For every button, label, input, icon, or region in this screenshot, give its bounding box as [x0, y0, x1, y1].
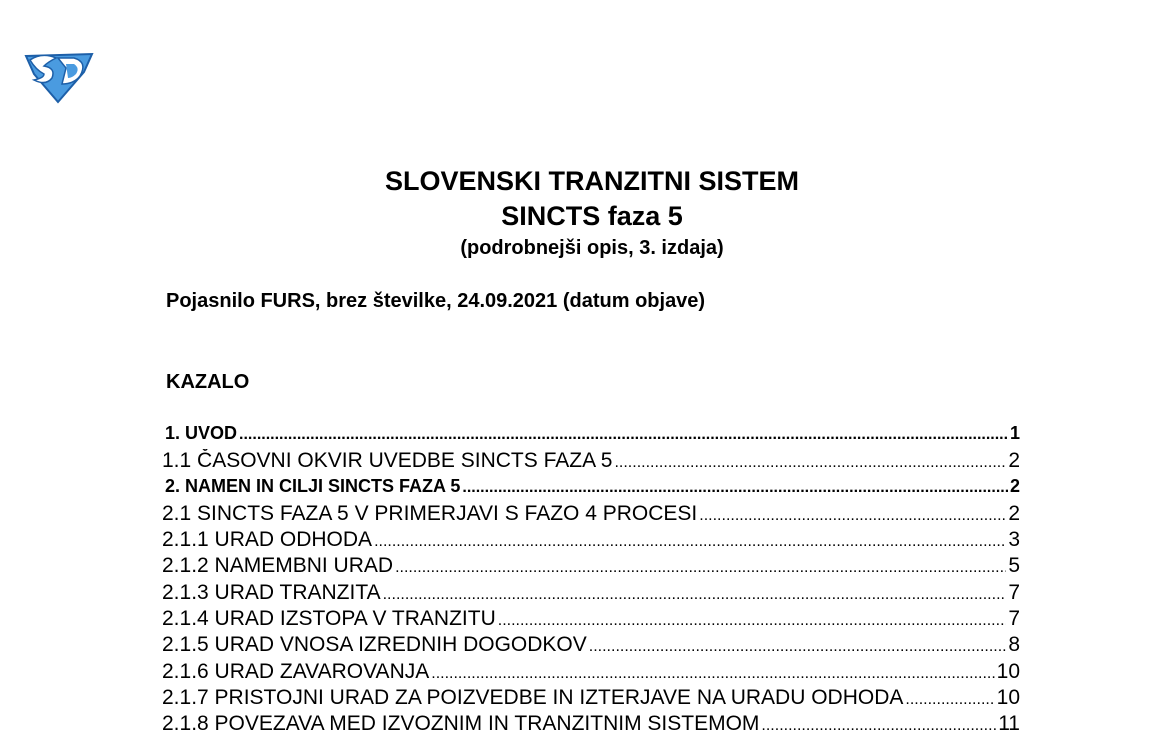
toc-entry-page: 7 — [1008, 580, 1020, 604]
explanation-line: Pojasnilo FURS, brez številke, 24.09.2021 (datum objave) — [166, 290, 706, 312]
toc-entry-page: 1 — [1009, 423, 1020, 443]
toc-entry-page: 2 — [1008, 449, 1020, 473]
toc-dot-leader — [498, 612, 1007, 630]
toc-dot-leader — [462, 479, 1008, 497]
toc-entry-label: 1.1 ČASOVNI OKVIR UVEDBE SINCTS FAZA 5 — [162, 449, 613, 473]
toc-entry-page: 7 — [1008, 607, 1020, 631]
toc-entry-label: 1. UVOD — [165, 423, 238, 443]
toc-heading: KAZALO — [166, 371, 250, 393]
sd-shield-logo-icon — [22, 48, 96, 104]
toc-entry[interactable] — [162, 633, 1020, 659]
toc-entry-label: 2.1.5 URAD VNOSA IZREDNIH DOGODKOV — [162, 633, 587, 657]
toc-entry-page: 5 — [1008, 554, 1020, 578]
toc-dot-leader — [383, 586, 1007, 604]
toc-entry-label: 2.1 SINCTS FAZA 5 V PRIMERJAVI S FAZO 4 PROCESI — [162, 501, 698, 525]
toc-dot-leader — [374, 533, 1006, 551]
toc-entry-label: 2.1.4 URAD IZSTOPA V TRANZITU — [162, 607, 496, 631]
toc-dot-leader — [589, 638, 1007, 656]
toc-entry[interactable] — [162, 554, 1020, 580]
toc-entry-page: 8 — [1008, 633, 1020, 657]
toc-entry-label: 2. NAMEN IN CILJI SINCTS FAZA 5 — [165, 475, 461, 496]
table-of-contents — [162, 423, 1020, 739]
toc-entry[interactable] — [162, 476, 1020, 502]
toc-dot-leader — [431, 665, 994, 683]
toc-entry-page: 2 — [1009, 475, 1020, 496]
toc-entry-label: 2.1.8 POVEZAVA MED IZVOZNIM IN TRANZITNIM SISTEMOM — [162, 712, 760, 736]
toc-entry[interactable] — [162, 712, 1020, 738]
toc-entry-label: 2.1.3 URAD TRANZITA — [162, 580, 381, 604]
document-edition: (podrobnejši opis, 3. izdaja) — [460, 237, 724, 259]
toc-entry-page: 3 — [1008, 528, 1020, 552]
toc-entry-label: 2.1.1 URAD ODHODA — [162, 528, 373, 552]
toc-entry-page: 11 — [998, 712, 1020, 736]
toc-dot-leader — [699, 507, 1006, 525]
toc-entry[interactable] — [162, 581, 1020, 607]
toc-entry[interactable] — [162, 502, 1020, 528]
toc-entry[interactable] — [162, 528, 1020, 554]
toc-entry-page: 10 — [996, 659, 1020, 683]
toc-dot-leader — [614, 454, 1006, 472]
toc-entry[interactable] — [162, 423, 1020, 449]
toc-entry[interactable] — [162, 686, 1020, 712]
toc-entry-label: 2.1.6 URAD ZAVAROVANJA — [162, 659, 430, 683]
toc-dot-leader — [395, 559, 1006, 577]
toc-dot-leader — [239, 426, 1008, 444]
toc-entry-label: 2.1.2 NAMEMBNI URAD — [162, 554, 394, 578]
toc-dot-leader — [761, 717, 996, 735]
toc-entry-label: 2.1.7 PRISTOJNI URAD ZA POIZVEDBE IN IZTERJAVE NA URADU ODHODA — [162, 685, 904, 709]
toc-entry[interactable] — [162, 449, 1020, 475]
toc-entry[interactable] — [162, 607, 1020, 633]
toc-entry-page: 2 — [1008, 501, 1020, 525]
document-title: SLOVENSKI TRANZITNI SISTEM — [384, 166, 800, 196]
document-subtitle: SINCTS faza 5 — [501, 201, 683, 231]
toc-entry[interactable] — [162, 660, 1020, 686]
toc-dot-leader — [905, 691, 994, 709]
toc-entry-page: 10 — [996, 685, 1020, 709]
